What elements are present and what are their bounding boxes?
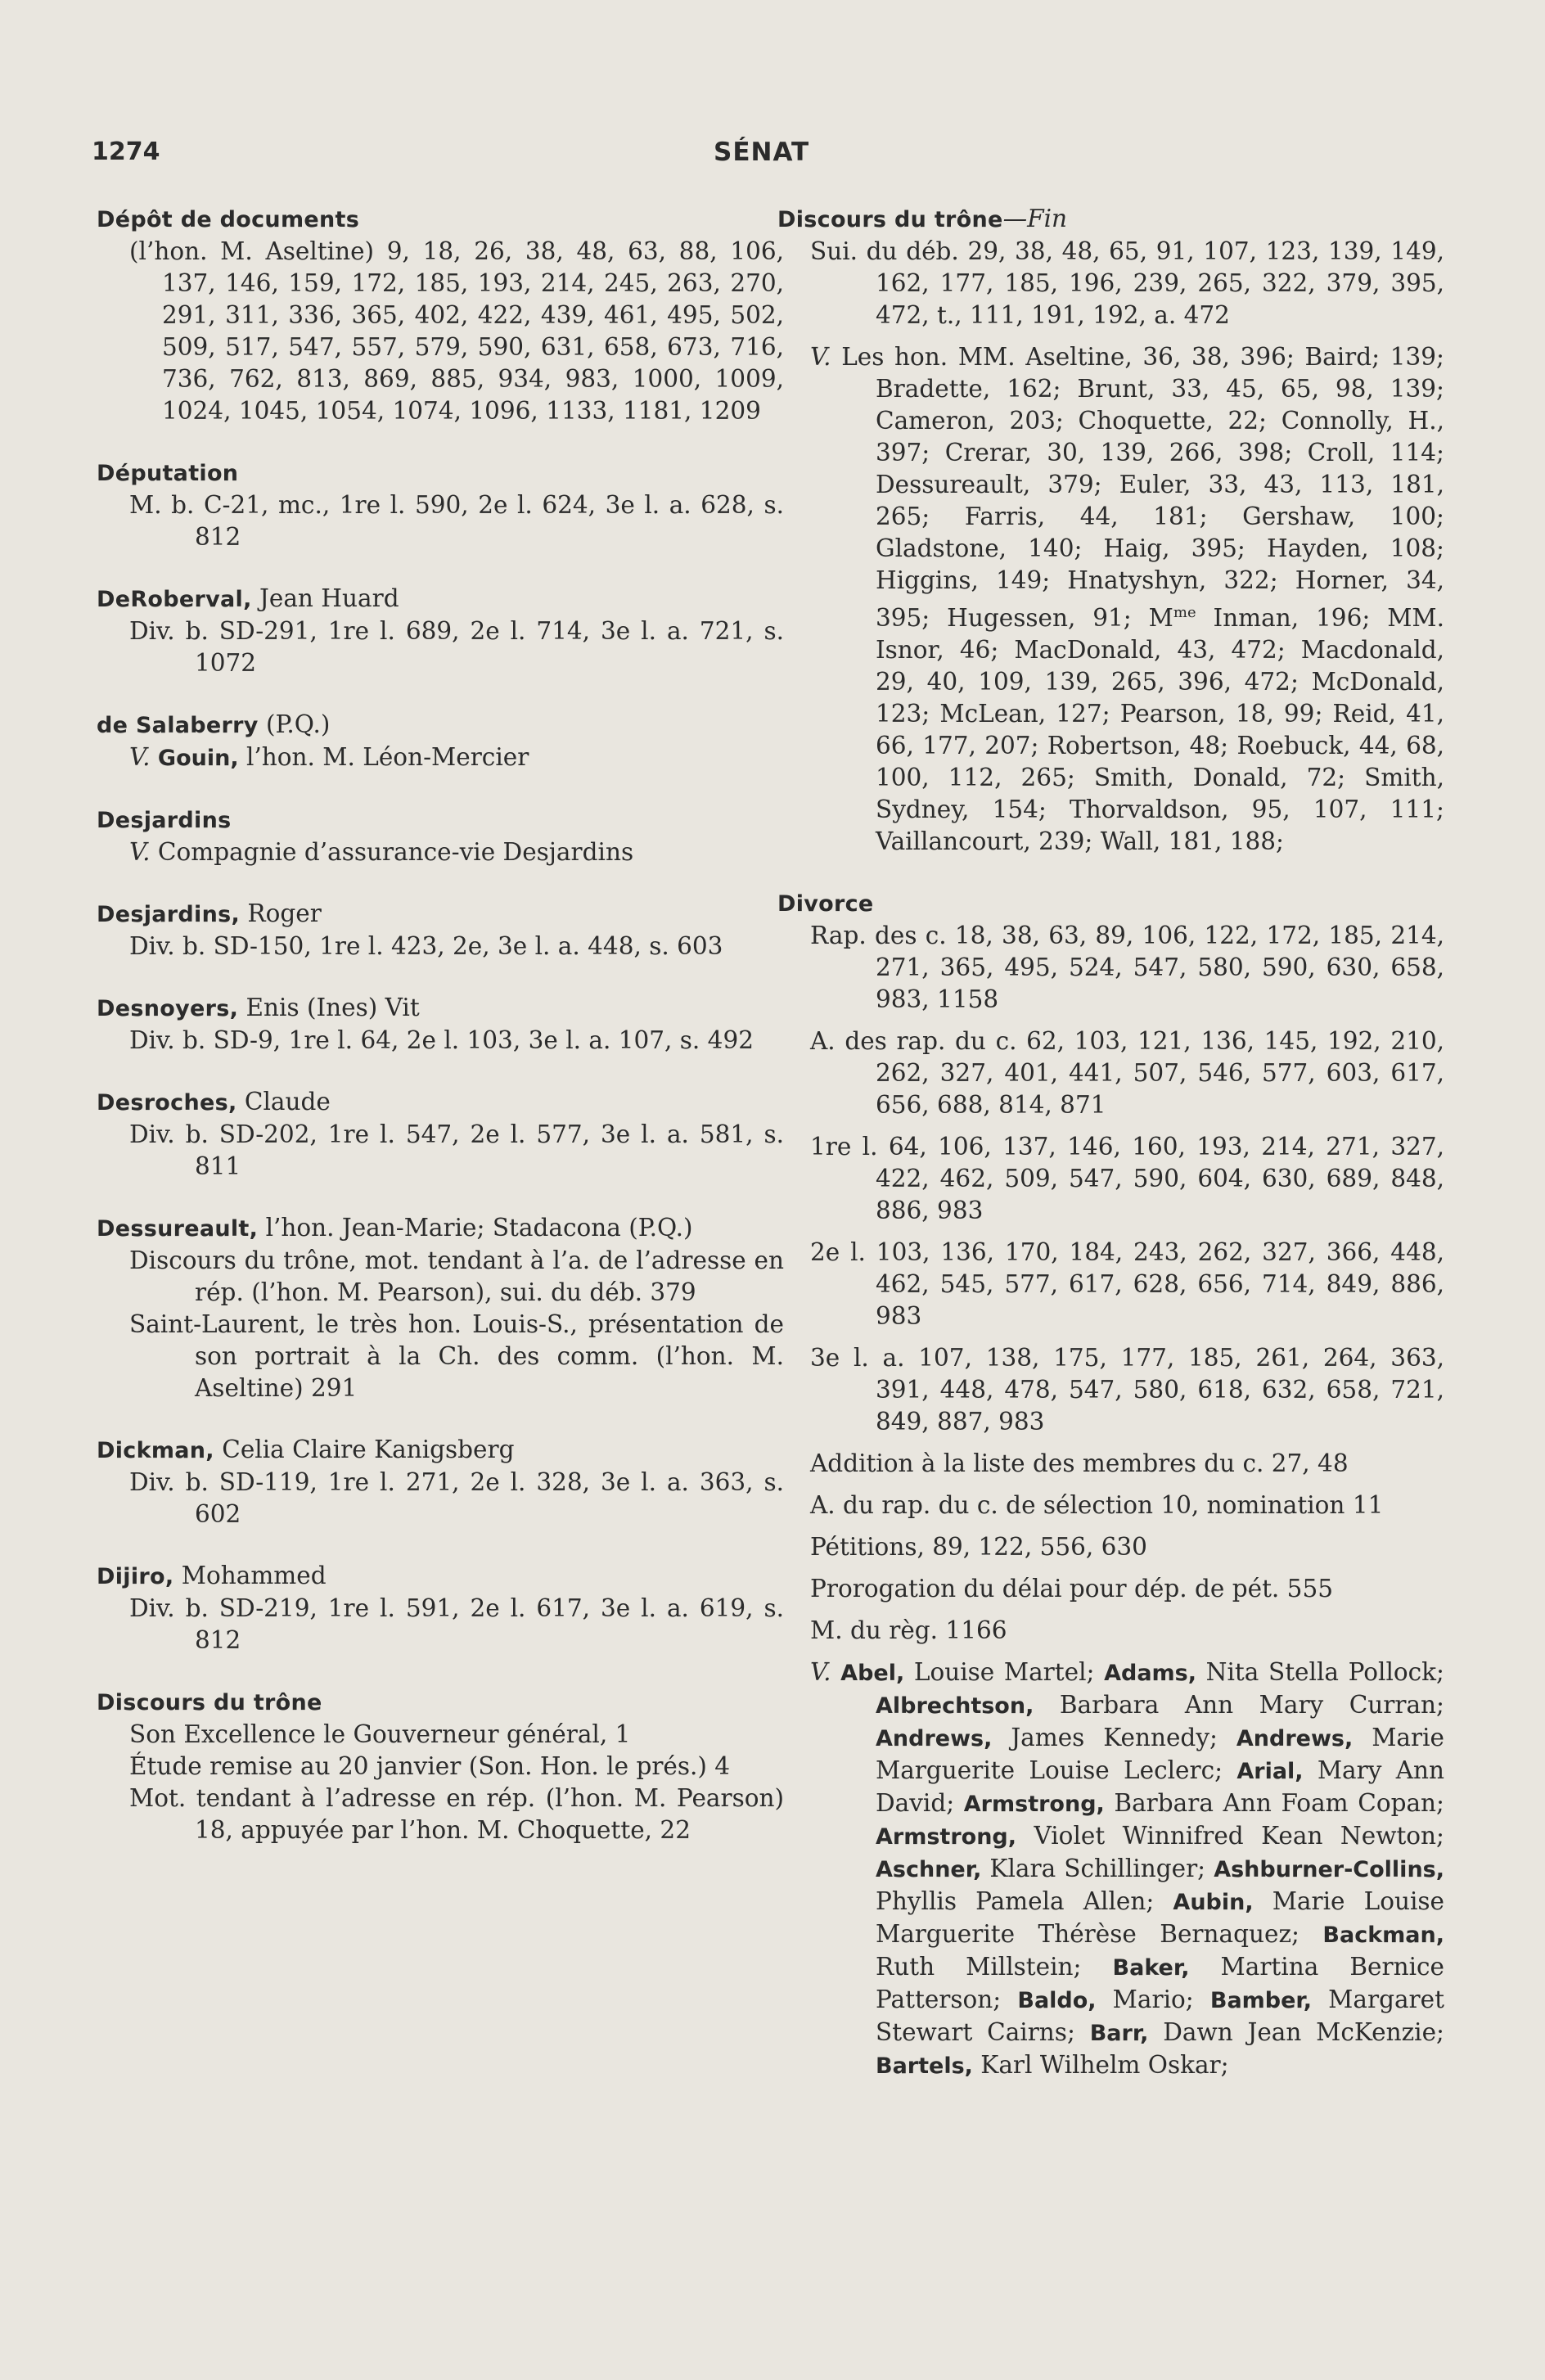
cross-ref-name: Gouin, xyxy=(157,746,239,771)
entry-line: A. des rap. du c. 62, 103, 121, 136, 145, 192, 210, 262, 327, 401, 441, 507, 546, 577, 603, 617, 656, 688, 814, 871 xyxy=(810,1026,1444,1119)
continuation-mark: —Fin xyxy=(1002,205,1068,232)
entry-heading-rest: Roger xyxy=(240,899,322,927)
divorce-name: Backman, xyxy=(1322,1922,1444,1948)
entry-line: Div. b. SD-291, 1re l. 689, 2e l. 714, 3e l. a. 721, s. 1072 xyxy=(129,617,784,677)
entry-line: Son Excellence le Gouverneur général, 1 xyxy=(129,1720,631,1748)
index-entry xyxy=(97,992,784,1057)
index-entry xyxy=(97,804,784,868)
entry-line: Étude remise au 20 janvier (Son. Hon. le prés.) 4 xyxy=(129,1752,731,1780)
divorce-name: Baker, xyxy=(1112,1954,1190,1981)
entry-heading-rest: (P.Q.) xyxy=(258,710,331,738)
divorce-name: Abel, xyxy=(840,1660,905,1686)
entry-line: 2e l. 103, 136, 170, 184, 243, 262, 327, 366, 448, 462, 545, 577, 617, 628, 656, 714, 849, 886, 983 xyxy=(810,1237,1444,1330)
divorce-name: Albrechtson, xyxy=(876,1693,1034,1719)
see-reference: V. xyxy=(810,343,831,371)
divorce-name-rest: Karl Wilhelm Oskar; xyxy=(972,2050,1229,2079)
divorce-name: Barr, xyxy=(1089,2020,1149,2046)
divorce-name-rest: Martina Bernice Patterson; xyxy=(876,1952,1444,2013)
index-entry xyxy=(97,457,784,553)
entry-heading-rest: Enis (Ines) Vit xyxy=(238,994,420,1021)
divorce-name: Andrews, xyxy=(876,1725,993,1751)
entry-line: Saint-Laurent, le très hon. Louis-S., présentation de son portrait à la Ch. des comm. (l’hon. M. Aseltine) 291 xyxy=(129,1310,784,1402)
entry-line: Rap. des c. 18, 38, 63, 89, 106, 122, 172, 185, 214, 271, 365, 495, 524, 547, 580, 590, 630, 658, 983, 1158 xyxy=(810,921,1444,1013)
divorce-name-rest: Mario; xyxy=(1096,1985,1210,2013)
entry-heading: Dickman, xyxy=(97,1438,214,1463)
entry-heading: DeRoberval, xyxy=(97,587,252,612)
divorce-name: Armstrong, xyxy=(963,1791,1105,1817)
divorce-name-rest: Phyllis Pamela Allen; xyxy=(876,1886,1173,1915)
divorce-name-rest: Barbara Ann Foam Copan; xyxy=(1104,1788,1444,1817)
index-entry xyxy=(777,203,1444,858)
divorce-name: Aubin, xyxy=(1173,1889,1254,1915)
index-entry xyxy=(97,203,784,427)
divorce-name-rest: James Kennedy; xyxy=(992,1723,1236,1751)
right-column xyxy=(777,203,1444,2112)
cross-ref-text: Inman, 196; MM. Isnor, 46; MacDonald, 43, 472; Macdonald, 29, 40, 109, 139, 265, 396, 472; McDonald, 123; McLean, 127; Pearson, 18, 99; Reid, 41, 66, 177, 207; Robertson, 48; Roebuck, 44, 68, 100, 112, 265; Smith, Donald, 72; Smith, Sydney, 154; Thorvaldson, 95, 107, 111; Vaillancourt, 239; Wall, 181, 188; xyxy=(876,603,1444,855)
entry-heading: Dépôt de documents xyxy=(97,207,360,232)
entry-line xyxy=(97,836,784,868)
entry-line: Mot. tendant à l’adresse en rép. (l’hon. M. Pearson) 18, appuyée par l’hon. M. Choquette, 22 xyxy=(129,1784,784,1844)
entry-heading-rest: Claude xyxy=(236,1088,331,1116)
entry-heading: de Salaberry xyxy=(97,713,259,738)
divorce-name: Andrews, xyxy=(1236,1725,1354,1751)
index-entry xyxy=(97,1086,784,1183)
divorce-name: Bartels, xyxy=(876,2053,973,2079)
cross-ref-text: Les hon. MM. Aseltine, 36, 38, 396; Baird; 139; Bradette, 162; Brunt, 33, 45, 65, 98, 139; Cameron, 203; Choquette, 22; Connolly, H., 397; Crerar, 30, 139, 266, 398; Croll, 114; Dessureault, 379; Euler, 33, 43, 113, 181, 265; Farris, 44, 181; Gershaw, 100; Gladstone, 140; Haig, 395; Hayden, 108; Higgins, 149; Hnatyshyn, 322; Horner, 34, 395; Hugessen, 91; M xyxy=(831,343,1444,632)
divorce-name-rest: Klara Schillinger; xyxy=(981,1854,1214,1882)
divorce-name: Adams, xyxy=(1104,1660,1197,1686)
see-also-names xyxy=(777,1657,1444,2082)
index-entry xyxy=(97,1434,784,1530)
index-entry xyxy=(97,898,784,962)
entry-heading: Discours du trône xyxy=(777,207,1003,232)
entry-line: Prorogation du délai pour dép. de pét. 555 xyxy=(810,1574,1333,1602)
divorce-name: Ashburner-Collins, xyxy=(1214,1856,1444,1882)
entry-line: M. du règ. 1166 xyxy=(810,1616,1007,1644)
entry-heading-rest: l’hon. Jean-Marie; Stadacona (P.Q.) xyxy=(258,1214,693,1242)
entry-line: Div. b. SD-219, 1re l. 591, 2e l. 617, 3e l. a. 619, s. 812 xyxy=(129,1594,784,1654)
divorce-name-rest: Marie Louise Marguerite Thérèse Bernaquez; xyxy=(876,1886,1444,1948)
divorce-name-rest: Louise Martel; xyxy=(904,1657,1105,1686)
index-entry xyxy=(97,709,784,774)
page-number: 1274 xyxy=(92,137,160,166)
entry-heading: Dijiro, xyxy=(97,1564,174,1589)
entry-line xyxy=(777,341,1444,858)
entry-heading: Desjardins xyxy=(97,808,232,833)
entry-line xyxy=(97,741,784,774)
entry-line: Div. b. SD-150, 1re l. 423, 2e, 3e l. a. 448, s. 603 xyxy=(129,932,723,960)
entry-heading-rest: Jean Huard xyxy=(251,584,399,612)
entry-heading: Discours du trône xyxy=(97,1690,322,1715)
entry-line: Addition à la liste des membres du c. 27, 48 xyxy=(810,1449,1349,1477)
entry-heading: Desjardins, xyxy=(97,902,241,927)
entry-heading-rest: Mohammed xyxy=(173,1562,327,1589)
entry-line: Div. b. SD-202, 1re l. 547, 2e l. 577, 3e l. a. 581, s. 811 xyxy=(129,1120,784,1180)
index-entry xyxy=(97,1686,784,1846)
divorce-name: Armstrong, xyxy=(876,1823,1016,1850)
entry-line: Div. b. SD-119, 1re l. 271, 2e l. 328, 3e l. a. 363, s. 602 xyxy=(129,1468,784,1528)
index-entry xyxy=(97,583,784,679)
running-head: SÉNAT xyxy=(714,137,810,167)
divorce-name-rest: Ruth Millstein; xyxy=(876,1952,1113,1981)
superscript: me xyxy=(1173,604,1196,621)
entry-line: Discours du trône, mot. tendant à l’a. de l’adresse en rép. (l’hon. M. Pearson), sui. du déb. 379 xyxy=(129,1246,784,1306)
entry-line: A. du rap. du c. de sélection 10, nomination 11 xyxy=(810,1490,1384,1519)
divorce-name-rest: Marie Marguerite Louise Leclerc; xyxy=(876,1723,1444,1784)
page-header xyxy=(92,137,1463,178)
see-reference: V. xyxy=(129,743,151,771)
left-column xyxy=(97,203,784,1876)
divorce-name: Bamber, xyxy=(1209,1987,1313,2013)
entry-line: Pétitions, 89, 122, 556, 630 xyxy=(810,1532,1147,1561)
entry-line: (l’hon. M. Aseltine) 9, 18, 26, 38, 48, 63, 88, 106, 137, 146, 159, 172, 185, 193, 214, 245, 263, 270, 291, 311, 336, 365, 402, 422, 439, 461, 495, 502, 509, 517, 547, 557, 579, 590, 631, 658, 673, 716, 736, 762, 813, 869, 885, 934, 983, 1000, 1009, 1024, 1045, 1054, 1074, 1096, 1133, 1181, 1209 xyxy=(129,237,784,425)
divorce-name: Arial, xyxy=(1236,1758,1304,1784)
entry-line: 1re l. 64, 106, 137, 146, 160, 193, 214, 271, 327, 422, 462, 509, 547, 590, 604, 630, 689, 848, 886, 983 xyxy=(810,1132,1444,1224)
entry-heading-rest: Celia Claire Kanigsberg xyxy=(214,1436,515,1463)
divorce-name-rest: Barbara Ann Mary Curran; xyxy=(1034,1690,1444,1719)
divorce-name-rest: Mary Ann David; xyxy=(876,1756,1444,1817)
cross-ref-text: l’hon. M. Léon-Mercier xyxy=(238,743,529,771)
divorce-name: Aschner, xyxy=(876,1856,982,1882)
index-entry xyxy=(97,1560,784,1657)
divorce-name-rest: Margaret Stewart Cairns; xyxy=(876,1985,1444,2046)
divorce-name-rest: Violet Winnifred Kean Newton; xyxy=(1016,1821,1444,1850)
divorce-name: Baldo, xyxy=(1017,1987,1097,2013)
index-entry xyxy=(777,887,1444,2082)
entry-line: Div. b. SD-9, 1re l. 64, 2e l. 103, 3e l. a. 107, s. 492 xyxy=(129,1026,754,1054)
index-entry xyxy=(97,1212,784,1404)
entry-heading: Députation xyxy=(97,461,239,486)
divorce-name-rest: Nita Stella Pollock; xyxy=(1196,1657,1444,1686)
entry-heading: Dessureault, xyxy=(97,1216,259,1242)
entry-line: Sui. du déb. 29, 38, 48, 65, 91, 107, 123, 139, 149, 162, 177, 185, 196, 239, 265, 322, 379, 395, 472, t., 111, 191, 192, a. 472 xyxy=(810,237,1444,329)
see-reference: V. xyxy=(810,1657,831,1686)
see-reference: V. xyxy=(129,838,151,866)
entry-line: 3e l. a. 107, 138, 175, 177, 185, 261, 264, 363, 391, 448, 478, 547, 580, 618, 632, 658, 721, 849, 887, 983 xyxy=(810,1343,1444,1436)
divorce-name-rest: Dawn Jean McKenzie; xyxy=(1148,2017,1444,2046)
entry-heading: Desnoyers, xyxy=(97,996,239,1021)
entry-line: M. b. C-21, mc., 1re l. 590, 2e l. 624, 3e l. a. 628, s. 812 xyxy=(129,491,784,551)
cross-ref-text: Compagnie d’assurance-vie Desjardins xyxy=(150,838,634,866)
entry-heading: Desroches, xyxy=(97,1090,237,1116)
entry-heading: Divorce xyxy=(777,890,874,917)
